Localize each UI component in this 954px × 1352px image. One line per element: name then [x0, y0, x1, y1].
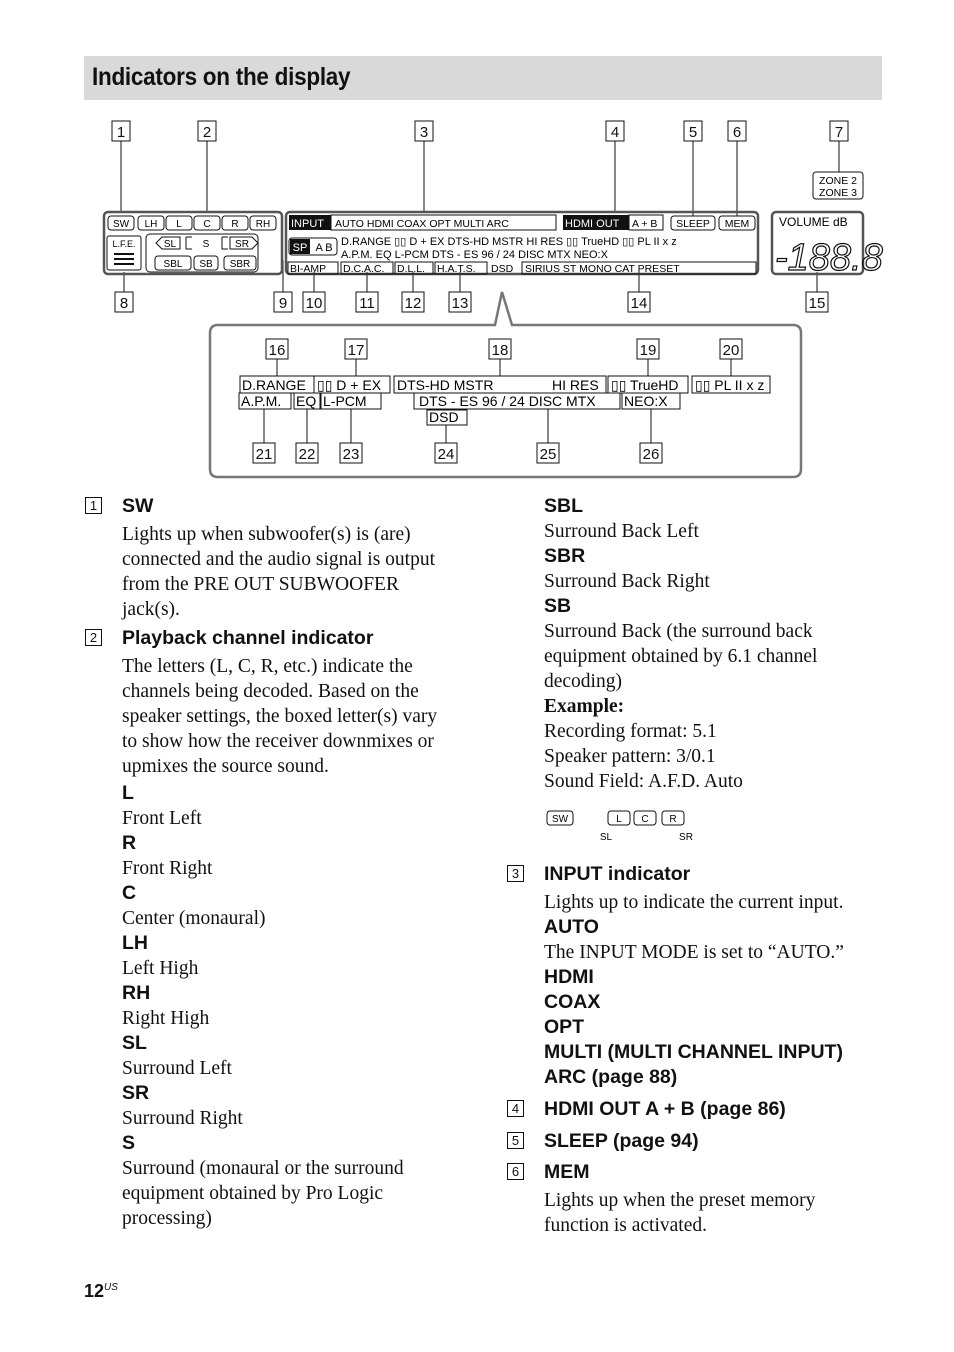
channel-label: L	[176, 219, 182, 230]
definition-label: RH	[122, 982, 151, 1004]
callout-number: 22	[298, 446, 316, 463]
definition-text: Surround Left	[122, 1058, 232, 1079]
zoom-truehd: ▯▯ TrueHD	[611, 377, 679, 393]
definition-label: SBR	[544, 545, 586, 567]
definition-text: equipment obtained by Pro Logic	[122, 1183, 384, 1204]
channel-definitions	[122, 781, 456, 1231]
input-opt: OPT	[544, 1016, 585, 1038]
callout-number: 15	[808, 295, 826, 312]
bi-amp-label: BI-AMP	[290, 263, 327, 275]
example-sw: SW	[551, 814, 569, 825]
definition-text: equipment obtained by 6.1 channel	[544, 646, 818, 667]
example-line: Sound Field: A.F.D. Auto	[544, 771, 743, 792]
callout-number: 8	[119, 295, 129, 312]
input-modes: AUTO HDMI COAX OPT MULTI ARC	[335, 218, 509, 230]
channel-label: SBL	[163, 259, 183, 270]
item-number: 6	[507, 1163, 524, 1180]
item-4	[506, 1097, 878, 1122]
callout-number: 21	[255, 446, 273, 463]
callout-number: 10	[305, 295, 323, 312]
example-sl: SL	[599, 832, 613, 843]
callout-number: 17	[347, 342, 365, 359]
item-2	[84, 626, 456, 1231]
callout-number: 19	[639, 342, 657, 359]
definition-label: S	[122, 1132, 136, 1154]
callout-number: 25	[539, 446, 557, 463]
example-sr: SR	[679, 832, 693, 843]
sl-label: SL	[163, 239, 177, 250]
callout-number: 23	[342, 446, 360, 463]
definition-text: Surround Back (the surround back	[544, 621, 813, 642]
volume-label: VOLUME dB	[779, 215, 848, 229]
channel-label: R	[231, 219, 239, 230]
zoom-neox: NEO:X	[624, 393, 668, 409]
channel-definitions	[544, 494, 878, 694]
hdmi-out-label: HDMI OUT	[565, 218, 620, 230]
definition-text: Right High	[122, 1008, 210, 1029]
item-text: The letters (L, C, R, etc.) indicate the channels being decoded. Based on the speaker settings, the boxed letter(s) vary to show how the receiver downmixes or upmixes the source sound.	[122, 656, 438, 777]
definition-label: R	[122, 832, 137, 854]
page-number: $12^{US}$	[84, 1281, 118, 1301]
hdmi-ab-label: A + B	[632, 218, 658, 230]
item-2-continued	[506, 494, 878, 848]
sp-ab-label: A B	[315, 242, 333, 254]
channel-label: SBR	[229, 259, 251, 270]
main-display-panel	[286, 212, 758, 275]
definition-label: SB	[544, 595, 572, 617]
callout-number: 6	[732, 124, 742, 141]
display-line1: D.RANGE ▯▯ D + EX DTS-HD MSTR HI RES ▯▯ TrueHD ▯▯ PL II x z	[341, 236, 677, 248]
item-6	[506, 1160, 878, 1238]
sp-label: SP	[292, 242, 308, 254]
zoom-hires: HI RES	[552, 377, 599, 393]
definition-text: Center (monaural)	[122, 908, 266, 929]
definition-text: Left High	[122, 958, 199, 979]
definition-label: C	[122, 882, 137, 904]
item-1	[84, 494, 456, 622]
item-number: 4	[507, 1100, 524, 1117]
left-column	[84, 494, 456, 1231]
channel-label: SW	[112, 219, 130, 230]
auto-label: AUTO	[544, 916, 599, 938]
definition-text: Front Right	[122, 858, 213, 879]
input-multi: MULTI (MULTI CHANNEL INPUT)	[544, 1041, 843, 1063]
item-title: Playback channel indicator	[122, 627, 374, 649]
example-c: C	[641, 814, 649, 825]
callout-number: 4	[610, 124, 620, 141]
item-title: MEM	[544, 1161, 590, 1183]
zoom-dd-ex: ▯▯ D + EX	[317, 377, 382, 393]
display-item-label: D.L.L.	[397, 263, 426, 275]
dsd-small: DSD	[491, 263, 514, 275]
definition-label: SBL	[544, 495, 583, 517]
zone-volume-panel	[772, 172, 883, 279]
item-number: 5	[507, 1132, 524, 1149]
input-arc: ARC (page 88)	[544, 1066, 678, 1088]
definition-text: Surround Back Right	[544, 571, 710, 592]
sr-label: SR	[235, 239, 249, 250]
definition-label: LH	[122, 932, 148, 954]
definition-text: processing)	[122, 1208, 212, 1229]
callout-number: 18	[491, 342, 509, 359]
zoom-apm: A.P.M.	[241, 393, 282, 409]
display-item-label: D.C.A.C.	[343, 263, 385, 275]
input-coax: COAX	[544, 991, 601, 1013]
input-label: INPUT	[291, 218, 324, 230]
callout-number: 20	[722, 342, 740, 359]
channel-label: SB	[199, 259, 213, 270]
item-title: HDMI OUT A + B (page 86)	[544, 1098, 786, 1120]
mem-indicator: MEM	[724, 218, 750, 230]
callout-number: 12	[404, 295, 422, 312]
callout-number: 11	[359, 295, 375, 312]
zoom-lpcm: L-PCM	[323, 393, 367, 409]
channel-label: C	[203, 219, 211, 230]
callout-number: 5	[688, 124, 698, 141]
zoom-drange: D.RANGE	[242, 377, 306, 393]
example-indicator	[544, 808, 714, 848]
sleep-indicator: SLEEP	[676, 218, 710, 230]
zoom-content	[239, 376, 770, 425]
channel-label: LH	[144, 219, 158, 230]
item-number: 2	[85, 629, 102, 646]
callout-number: 9	[278, 295, 288, 312]
item-3	[506, 862, 878, 1090]
display-diagram	[0, 110, 954, 480]
input-hdmi: HDMI	[544, 966, 594, 988]
channel-label: RH	[255, 219, 271, 230]
section-title: Indicators on the display	[92, 63, 351, 91]
definition-text: Surround (monaural or the surround	[122, 1158, 404, 1179]
item-title: INPUT indicator	[544, 863, 691, 885]
callout-number: 13	[451, 295, 469, 312]
s-label: S	[202, 239, 210, 250]
display-line2: A.P.M. EQ L-PCM DTS - ES 96 / 24 DISC MTX NEO:X	[341, 249, 608, 261]
item-number: 3	[507, 865, 524, 882]
callout-number: 24	[437, 446, 455, 463]
zoom-pl2: ▯▯ PL II x z	[695, 377, 765, 393]
item-number: 1	[85, 497, 102, 514]
zoom-eq: EQ	[296, 393, 317, 409]
definition-text: decoding)	[544, 671, 622, 692]
auto-desc: The INPUT MODE is set to “AUTO.”	[544, 942, 844, 963]
definition-label: L	[122, 782, 134, 804]
item-title: SLEEP (page 94)	[544, 1130, 699, 1152]
display-line3-right: SIRIUS ST MONO CAT PRESET	[525, 263, 680, 275]
zoom-dsd: DSD	[429, 409, 459, 425]
lfe-label: L.F.E.	[112, 239, 136, 249]
channel-indicator-panel	[104, 212, 282, 274]
callout-number: 7	[834, 124, 844, 141]
item-title: SW	[122, 495, 154, 517]
callout-number: 14	[630, 295, 648, 312]
callout-number: 1	[116, 124, 126, 141]
zone2-label: ZONE 2	[819, 175, 857, 187]
zoom-dtses: DTS - ES 96 / 24 DISC MTX	[419, 393, 596, 409]
example-label: Example:	[544, 696, 625, 717]
item-text: Lights up when subwoofer(s) is (are) connected and the audio signal is output from the PRE OUT SUBWOOFER jack(s).	[122, 524, 436, 620]
definition-text: Surround Right	[122, 1108, 243, 1129]
item-text: Lights up when the preset memory function is activated.	[544, 1190, 816, 1236]
zone3-label: ZONE 3	[819, 187, 857, 199]
item-text: Lights up to indicate the current input.	[544, 892, 844, 913]
callout-number: 3	[419, 124, 429, 141]
example-l: L	[616, 814, 622, 825]
definition-label: SL	[122, 1032, 147, 1054]
callout-number: 16	[268, 342, 286, 359]
definition-text: Front Left	[122, 808, 202, 829]
volume-digits: -188.8	[775, 237, 883, 279]
page-suffix: US	[104, 1282, 118, 1293]
definition-label: SR	[122, 1082, 150, 1104]
callout-number: 26	[642, 446, 660, 463]
zoom-dtshd: DTS-HD MSTR	[397, 377, 494, 393]
definition-text: Surround Back Left	[544, 521, 699, 542]
example-line: Speaker pattern: 3/0.1	[544, 746, 716, 767]
callout-number: 2	[202, 124, 212, 141]
right-column	[506, 494, 878, 1240]
example-r: R	[669, 814, 677, 825]
item-5	[506, 1129, 878, 1154]
display-item-label: H.A.T.S.	[437, 263, 476, 275]
section-header	[84, 56, 882, 100]
example-line: Recording format: 5.1	[544, 721, 717, 742]
